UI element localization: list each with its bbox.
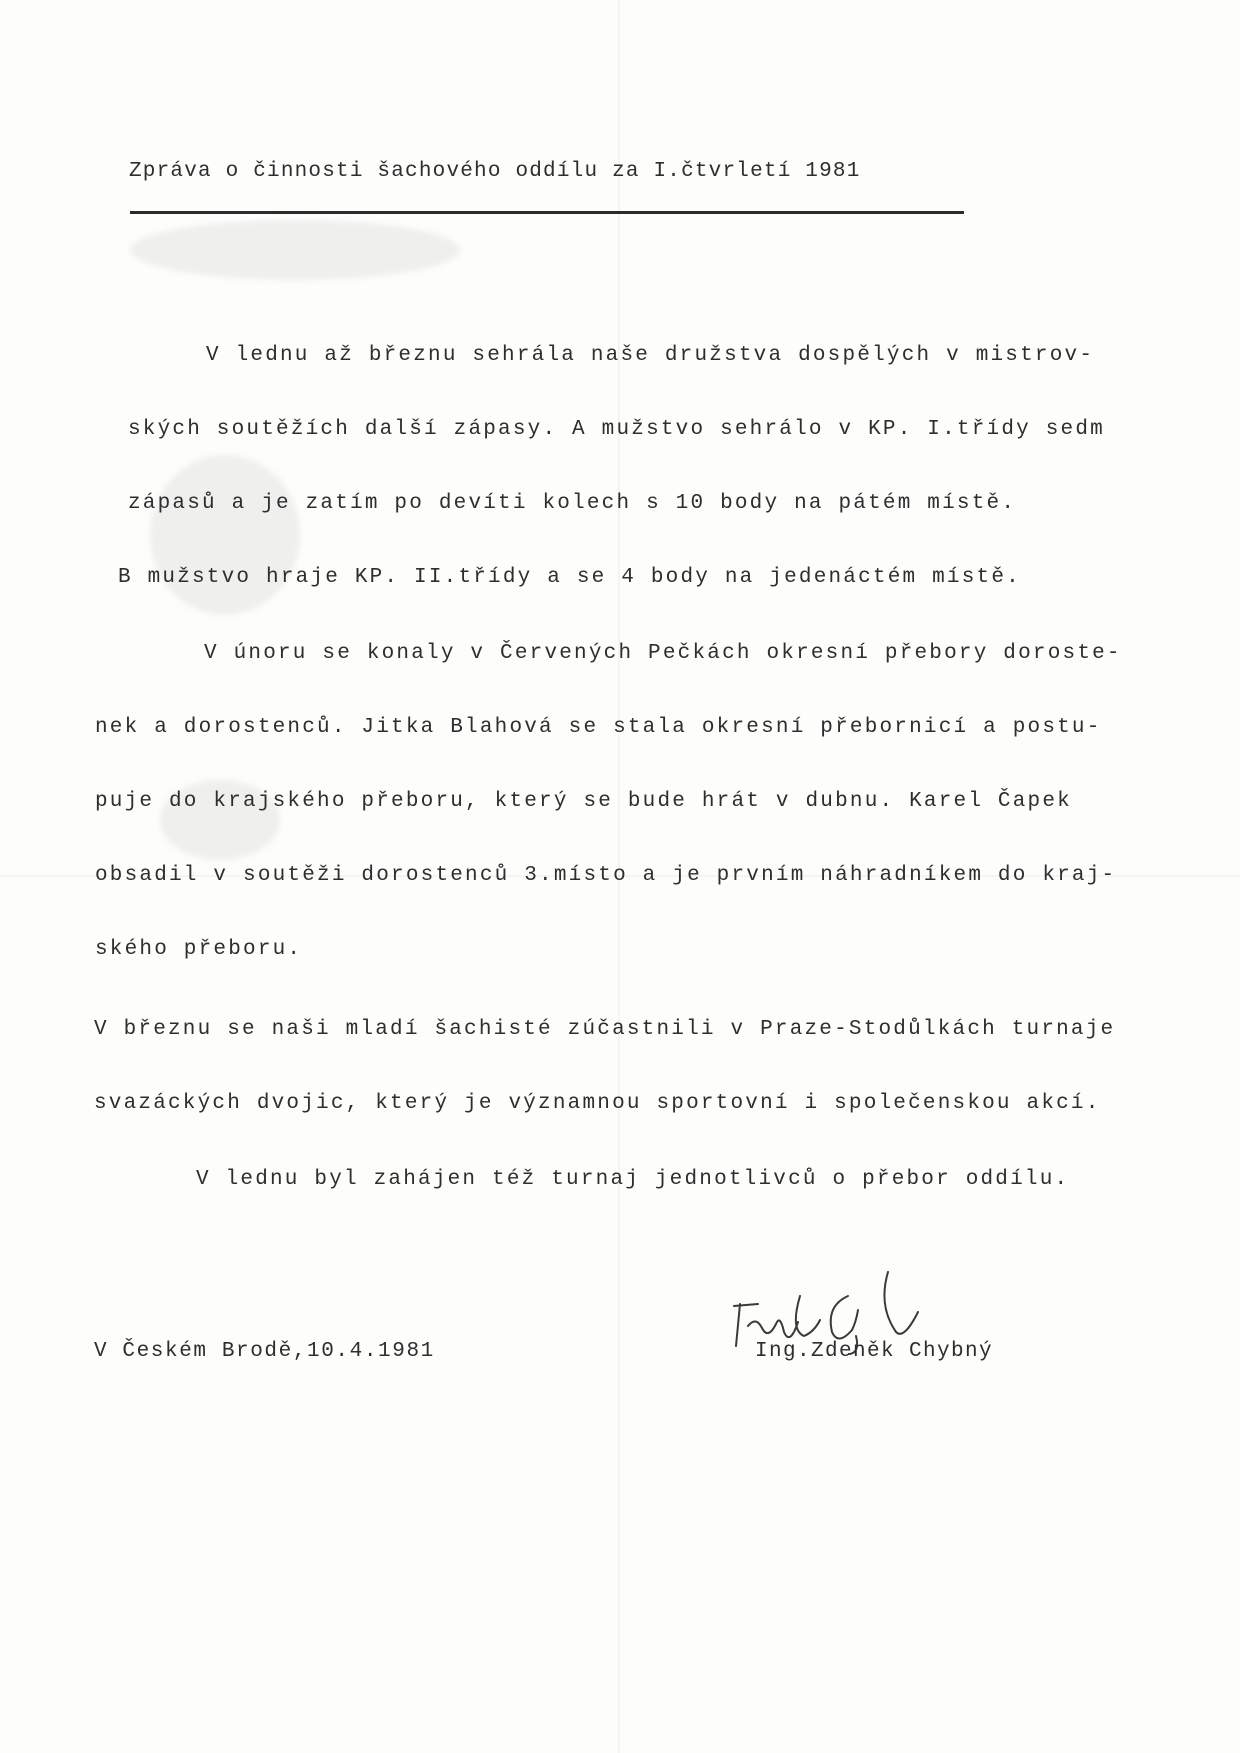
body-line: V lednu byl zahájen též turnaj jednotlivců o přebor oddílu. <box>196 1168 1070 1191</box>
body-line: B mužstvo hraje KP. II.třídy a se 4 body na jedenáctém místě. <box>118 566 1021 589</box>
body-line: V lednu až březnu sehrála naše družstva dospělých v mistrov- <box>206 344 1095 367</box>
body-line: nek a dorostenců. Jitka Blahová se stala okresní přebornicí a postu- <box>95 716 1102 739</box>
body-line: ského přeboru. <box>95 938 303 961</box>
faded-ink-smudge <box>150 455 300 615</box>
faded-ink-smudge <box>130 220 460 280</box>
author-name: Ing.Zdeněk Chybný <box>755 1340 994 1363</box>
body-line: svazáckých dvojic, který je významnou sportovní i společenskou akcí. <box>94 1092 1101 1115</box>
body-line: V březnu se naši mladí šachisté zúčastnili v Praze-Stodůlkách turnaje <box>94 1018 1116 1041</box>
body-line: obsadil v soutěži dorostenců 3.místo a je prvním náhradníkem do kraj- <box>95 864 1117 887</box>
body-line: zápasů a je zatím po devíti kolech s 10 body na pátém místě. <box>128 492 1017 515</box>
title-underline <box>130 211 964 214</box>
body-line: V únoru se konaly v Červených Pečkách okresní přebory doroste- <box>204 642 1122 665</box>
report-title: Zpráva o činnosti šachového oddílu za I.čtvrletí 1981 <box>129 160 861 183</box>
body-line: puje do krajského přeboru, který se bude hrát v dubnu. Karel Čapek <box>95 790 1072 813</box>
body-line: ských soutěžích další zápasy. A mužstvo sehrálo v KP. I.třídy sedm <box>128 418 1105 441</box>
place-date: V Českém Brodě,10.4.1981 <box>94 1340 435 1363</box>
